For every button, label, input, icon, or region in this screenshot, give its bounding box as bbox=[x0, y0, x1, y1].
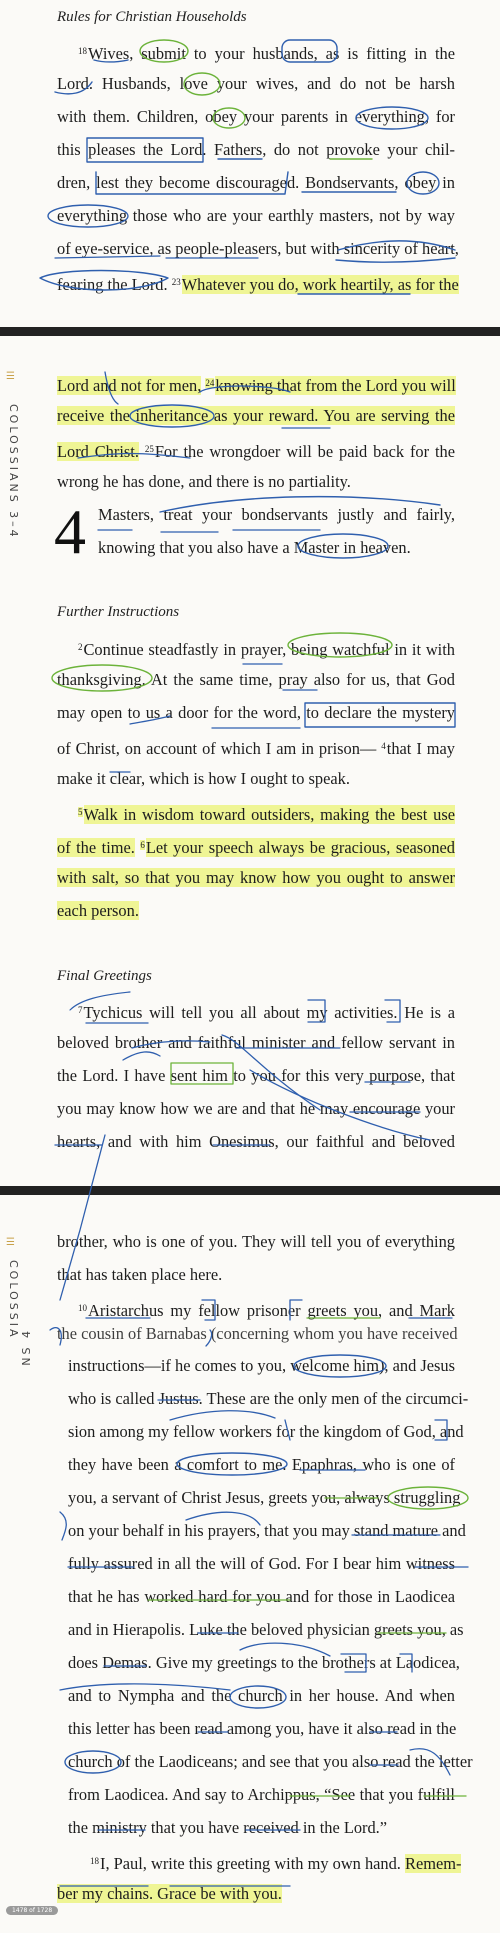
text-span: Wives, submit to your husbands, as is fitting in the bbox=[88, 44, 455, 63]
chapter-number: 4 bbox=[54, 496, 86, 567]
text-line bbox=[68, 1784, 455, 1806]
text-span: who is called Justus. These are the only men of the circumci- bbox=[68, 1389, 469, 1408]
chapter-side-label-overlap: NS 4 bbox=[20, 1328, 33, 1366]
verse-number: 18 bbox=[78, 46, 87, 56]
text-line bbox=[57, 1323, 458, 1345]
verse-number: 10 bbox=[78, 1303, 87, 1313]
page-indicator: 1478 of 1728 bbox=[6, 1906, 58, 1915]
text-line bbox=[57, 1131, 455, 1153]
text-span: this pleases the Lord. Fathers, do not provoke your chil- bbox=[57, 140, 455, 159]
text-span: Aristarchus my fellow prisoner greets you, and Mark bbox=[88, 1301, 455, 1320]
text-span: church of the Laodiceans; and see that you also read the letter bbox=[68, 1752, 473, 1771]
verse-number: 4 bbox=[381, 741, 386, 751]
text-span: dren, lest they become discouraged. Bondservants, obey in bbox=[57, 173, 455, 192]
text-line bbox=[57, 471, 455, 493]
text-span: of Christ, on account of which I am in prison— bbox=[57, 739, 377, 758]
text-line bbox=[78, 801, 455, 826]
text-span: the cousin of Barnabas (concerning whom you have received bbox=[57, 1324, 458, 1343]
text-span: thanksgiving. At the same time, pray also for us, that God bbox=[57, 670, 455, 689]
text-span: sion among my fellow workers for the kingdom of God, and bbox=[68, 1422, 464, 1441]
section-heading: Rules for Christian Households bbox=[57, 9, 247, 25]
verse-number: 23 bbox=[171, 277, 181, 287]
text-line bbox=[57, 205, 455, 227]
verse-number: 6 bbox=[140, 840, 145, 850]
text-line bbox=[68, 1520, 466, 1542]
text-span: may open to us a door for the word, to declare the mystery bbox=[57, 703, 455, 722]
text-span: Masters, treat your bondservants justly and fairly, bbox=[98, 505, 455, 524]
text-span: wrong he has done, and there is no partiality. bbox=[57, 472, 351, 491]
text-span: this letter has been read among you, have it also read in the bbox=[68, 1719, 457, 1738]
verse-number: 2 bbox=[78, 642, 83, 652]
text-span: does Demas. Give my greetings to the brothers at Laodicea, bbox=[68, 1653, 460, 1672]
highlighted-text: Walk in wisdom toward outsiders, making the best use bbox=[83, 805, 455, 824]
text-line bbox=[57, 1098, 455, 1120]
page-1 bbox=[0, 0, 500, 327]
text-line bbox=[57, 702, 455, 724]
section-heading: Further Instructions bbox=[57, 604, 180, 620]
text-span: everything those who are your earthly masters, not by way bbox=[57, 206, 455, 225]
highlighted-text: Lord and not for men, bbox=[57, 376, 202, 395]
text-line bbox=[98, 504, 455, 526]
text-line bbox=[57, 867, 455, 889]
text-span: instructions—if he comes to you, welcome him), and Jesus bbox=[68, 1356, 455, 1375]
text-line bbox=[98, 537, 455, 559]
page-2 bbox=[0, 336, 500, 1186]
text-line bbox=[68, 1487, 461, 1509]
text-span: they have been a comfort to me. Epaphras, who is one of bbox=[68, 1455, 455, 1474]
text-line bbox=[57, 834, 455, 859]
text-line bbox=[90, 1850, 462, 1875]
text-line bbox=[78, 636, 455, 661]
verse-number: 25 bbox=[144, 444, 154, 454]
text-line bbox=[57, 106, 455, 128]
text-line bbox=[78, 40, 455, 65]
text-span: hearts, and with him Onesimus, our faithful and beloved bbox=[57, 1132, 455, 1151]
text-line bbox=[68, 1718, 455, 1740]
text-span: on your behalf in his prayers, that you may stand mature and bbox=[68, 1521, 466, 1540]
highlighted-text: receive the inheritance as your reward. You are serving the bbox=[57, 406, 455, 425]
text-line bbox=[57, 405, 455, 427]
text-line bbox=[68, 1355, 455, 1377]
text-span: knowing that you also have a Master in heaven. bbox=[98, 538, 411, 557]
highlighted-text: ber my chains. Grace be with you. bbox=[57, 1884, 282, 1903]
text-span: from Laodicea. And say to Archippus, “See that you fulfill bbox=[68, 1785, 455, 1804]
text-span: and in Hierapolis. Luke the beloved physician greets you, as bbox=[68, 1620, 464, 1639]
text-span: of eye-service, as people-pleasers, but with sincerity of heart, bbox=[57, 239, 459, 258]
text-span: For the wrongdoer will be paid back for the bbox=[154, 442, 455, 461]
text-line bbox=[68, 1421, 464, 1443]
text-span: I, Paul, write this greeting with my own hand. bbox=[100, 1854, 401, 1873]
text-line bbox=[57, 1231, 455, 1253]
text-span: you may know how we are and that he may encourage your bbox=[57, 1099, 455, 1118]
text-span: that has taken place here. bbox=[57, 1265, 223, 1284]
text-line bbox=[57, 73, 455, 95]
highlighted-text: Remem- bbox=[405, 1854, 462, 1873]
verse-number: 5 bbox=[78, 807, 83, 817]
text-line bbox=[78, 1297, 455, 1322]
page-divider bbox=[0, 1186, 500, 1195]
chapter-side-label: COLOSSIA bbox=[7, 1260, 20, 1340]
text-line bbox=[57, 238, 459, 260]
text-line bbox=[78, 999, 455, 1024]
highlighted-text: with salt, so that you may know how you ought to answer bbox=[57, 868, 455, 887]
highlighted-text: of the time. bbox=[57, 838, 135, 857]
verse-number: 7 bbox=[78, 1005, 83, 1015]
text-span: Continue steadfastly in prayer, being watchful in it with bbox=[83, 640, 455, 659]
chapter-side-label: COLOSSIANS 3–4 bbox=[7, 404, 20, 540]
page-divider bbox=[0, 327, 500, 336]
highlighted-text: knowing that from the Lord you will bbox=[215, 376, 456, 395]
text-line bbox=[57, 1032, 455, 1054]
section-heading: Final Greetings bbox=[57, 968, 152, 984]
text-span: that I may bbox=[386, 739, 455, 758]
text-span: Lord. Husbands, love your wives, and do not be harsh bbox=[57, 74, 455, 93]
text-span: the ministry that you have received in the Lord.” bbox=[68, 1818, 388, 1837]
text-line bbox=[57, 372, 455, 397]
text-span: brother, who is one of you. They will tell you of everything bbox=[57, 1232, 455, 1251]
page-3 bbox=[0, 1195, 500, 1933]
text-span: beloved brother and faithful minister and fellow servant in bbox=[57, 1033, 455, 1052]
text-span: and to Nympha and the church in her house. And when bbox=[68, 1686, 455, 1705]
text-span: fully assured in all the will of God. For I bear him witness bbox=[68, 1554, 455, 1573]
text-line bbox=[57, 139, 455, 161]
text-line bbox=[57, 438, 455, 463]
text-line bbox=[57, 1883, 455, 1905]
text-line bbox=[68, 1817, 455, 1839]
highlighted-text: Whatever you do, work heartily, as for the bbox=[181, 275, 459, 294]
text-line bbox=[68, 1388, 469, 1410]
text-line bbox=[57, 172, 455, 194]
list-icon[interactable]: ☰ bbox=[6, 1237, 15, 1248]
text-line bbox=[68, 1652, 460, 1674]
text-line bbox=[57, 1065, 455, 1087]
verse-number: 18 bbox=[90, 1856, 99, 1866]
text-span: the Lord. I have sent him to you for this very purpose, that bbox=[57, 1066, 455, 1085]
text-span: Tychicus will tell you all about my activities. He is a bbox=[83, 1003, 455, 1022]
text-line bbox=[57, 768, 455, 790]
text-line bbox=[57, 271, 459, 296]
text-span: you, a servant of Christ Jesus, greets you, always struggling bbox=[68, 1488, 461, 1507]
text-line bbox=[57, 1264, 455, 1286]
text-line bbox=[68, 1586, 455, 1608]
verse-number: 24 bbox=[205, 378, 215, 388]
text-line bbox=[68, 1553, 455, 1575]
text-span: fearing the Lord. bbox=[57, 275, 168, 294]
highlighted-text: each person. bbox=[57, 901, 139, 920]
text-line bbox=[57, 900, 455, 922]
text-line bbox=[68, 1619, 464, 1641]
text-line bbox=[57, 669, 455, 691]
text-span: that he has worked hard for you and for those in Laodicea bbox=[68, 1587, 455, 1606]
text-line bbox=[68, 1454, 455, 1476]
highlighted-text: Let your speech always be gracious, seasoned bbox=[145, 838, 455, 857]
highlighted-text: Lord Christ. bbox=[57, 442, 139, 461]
list-icon[interactable]: ☰ bbox=[6, 371, 15, 382]
text-line bbox=[57, 735, 455, 760]
text-line bbox=[68, 1685, 455, 1707]
text-span: make it clear, which is how I ought to speak. bbox=[57, 769, 350, 788]
text-line bbox=[68, 1751, 473, 1773]
text-span: with them. Children, obey your parents in everything, for bbox=[57, 107, 455, 126]
